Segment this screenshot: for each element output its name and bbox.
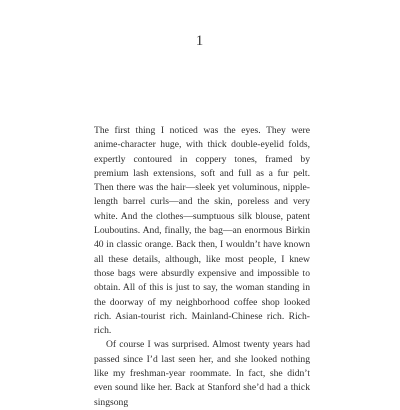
paragraph-2: Of course I was surprised. Almost twenty years had passed since I’d last seen her, and she looked nothing like my freshman-year roommate. In fact, she didn’t even sound like her. Back at Stanford she’d had a thick singsong (94, 339, 310, 408)
chapter-body (94, 124, 310, 410)
paragraph-1: The first thing I noticed was the eyes. They were anime-character huge, with thick double-eyelid folds, expertly contoured in coppery tones, framed by premium lash extensions, soft and full as a fur pelt. Then there was the hair—sleek yet voluminous, nipple-length barrel curls—and the skin, poreless and very white. And the clothes—sumptuous silk blouse, patent Louboutins. And, finally, the bag—an enormous Birkin 40 in classic orange. Back then, I wouldn’t have known all these details, although, like most people, I knew those bags were absurdly expensive and impossible to obtain. All of this is just to say, the woman standing in the doorway of my neighborhood coffee shop looked rich. Asian-tourist rich. Mainland-Chinese rich. Rich-rich. (94, 125, 310, 337)
chapter-number: 1 (195, 33, 205, 49)
